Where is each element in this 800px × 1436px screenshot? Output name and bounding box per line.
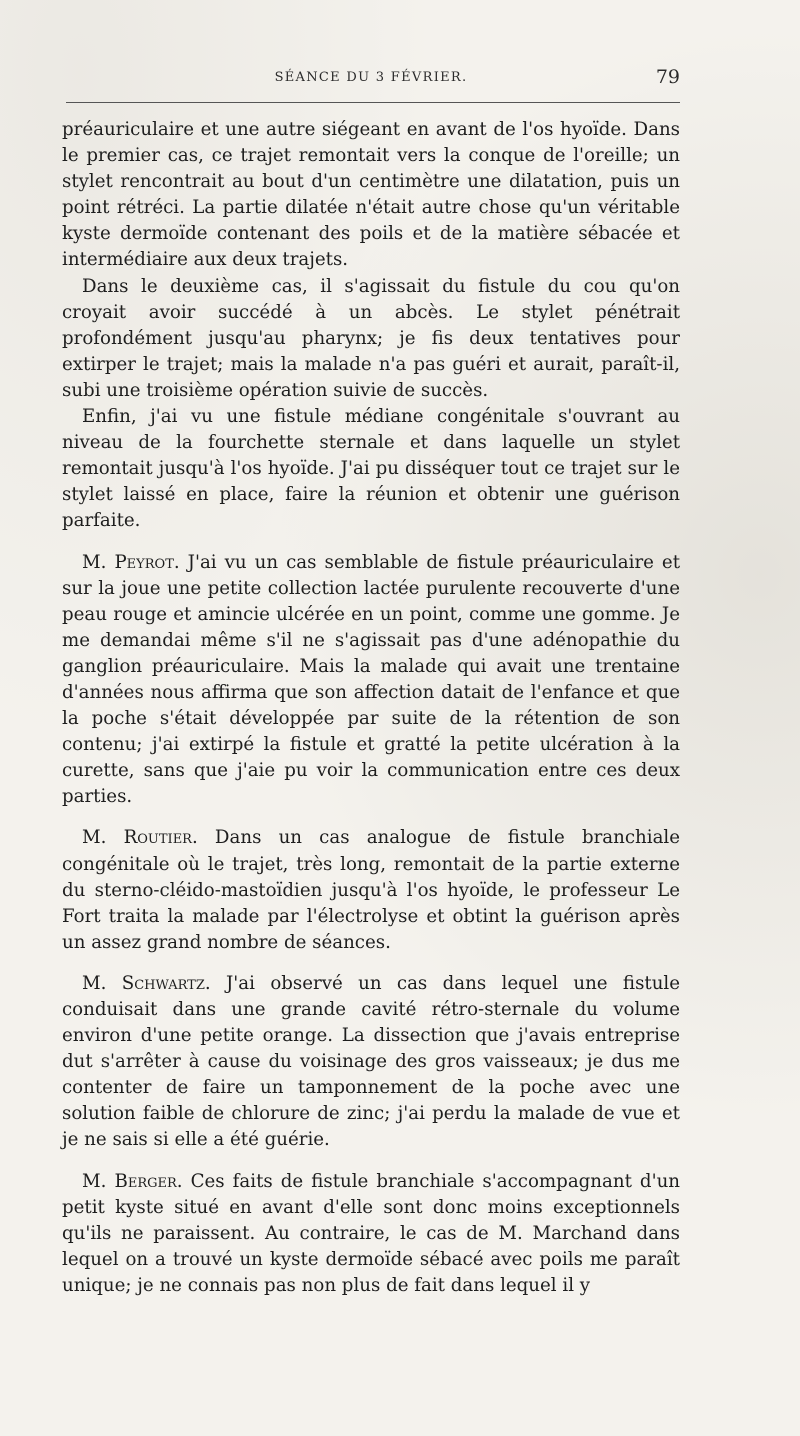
page-header xyxy=(62,64,680,94)
paragraph-berger xyxy=(62,1169,680,1299)
speaker-text: . J'ai vu un cas semblable de fistule préauriculaire et sur la joue une petite collection lactée purulente recouverte d'une peau rouge et amincie ulcérée en un point, comme une gomme. Je me demandai même s'il ne s'agissait pas d'une adénopathie du ganglion préauriculaire. Mais la malade qui avait une trentaine d'années nous affirma que son affection datait de l'enfance et que la poche s'était développée par suite de la rétention de son contenu; j'ai extirpé la fistule et gratté la petite ulcération à la curette, sans que j'aie pu voir la communication entre ces deux parties. xyxy=(62,551,680,808)
speaker-name: Peyrot xyxy=(114,551,174,573)
running-head: SÉANCE DU 3 FÉVRIER. xyxy=(274,70,468,85)
header-rule xyxy=(66,102,680,103)
speaker-name: Routier xyxy=(123,827,192,849)
speaker-prefix: M. xyxy=(82,827,124,849)
page-number: 79 xyxy=(655,66,680,88)
paragraph-schwartz xyxy=(62,971,680,1154)
paragraph-peyrot xyxy=(62,550,680,811)
body-text xyxy=(62,117,680,1299)
speaker-name: Berger xyxy=(114,1170,177,1192)
paragraph-routier xyxy=(62,825,680,955)
paragraph-continuation: préauriculaire et une autre siégeant en avant de l'os hyoïde. Dans le premier cas, ce trajet remontait vers la conque de l'oreille; un stylet rencontrait au bout d'un centimètre une dilatation, puis un point rétréci. La partie dilatée n'était autre chose qu'un véritable kyste dermoïde contenant des poils et de la matière sébacée et intermédiaire aux deux trajets. xyxy=(62,119,680,271)
speaker-prefix: M. xyxy=(82,972,122,994)
speaker-text: . J'ai observé un cas dans lequel une fistule conduisait dans une grande cavité rétro-sternale du volume environ d'une petite orange. La dissection que j'avais entreprise dut s'arrêter à cause du voisinage des gros vaisseaux; je dus me contenter de faire un tamponnement de la poche avec une solution faible de chlorure de zinc; j'ai perdu la malade de vue et je ne sais si elle a été guérie. xyxy=(62,972,680,1151)
speaker-text: . Ces faits de fistule branchiale s'accompagnant d'un petit kyste situé en avant d'elle sont donc moins exceptionnels qu'ils ne paraissent. Au contraire, le cas de M. Marchand dans lequel on a trouvé un kyste dermoïde sébacé avec poils me paraît unique; je ne connais pas non plus de fait dans lequel il y xyxy=(62,1170,681,1296)
paragraph-second-case: Dans le deuxième cas, il s'agissait du fistule du cou qu'on croyait avoir succédé à un abcès. Le stylet pénétrait profondément jusqu'au pharynx; je fis deux tentatives pour extirper le trajet; mais la malade n'a pas guéri et aurait, paraît-il, subi une troisième opération suivie de succès. xyxy=(62,275,680,401)
paragraph-median-fistula: Enfin, j'ai vu une fistule médiane congénitale s'ouvrant au niveau de la fourchette sternale et dans laquelle un stylet remontait jusqu'à l'os hyoïde. J'ai pu disséquer tout ce trajet sur le stylet laissé en place, faire la réunion et obtenir une guérison parfaite. xyxy=(62,406,680,532)
speaker-prefix: M. xyxy=(82,1170,115,1192)
speaker-prefix: M. xyxy=(82,551,115,573)
speaker-name: Schwartz xyxy=(121,972,205,994)
speaker-text: . Dans un cas analogue de fistule branchiale congénitale où le trajet, très long, remontait de la partie externe du sterno-cléido-mastoïdien jusqu'à l'os hyoïde, le professeur Le Fort traita la malade par l'électrolyse et obtint la guérison après un assez grand nombre de séances. xyxy=(62,827,680,953)
